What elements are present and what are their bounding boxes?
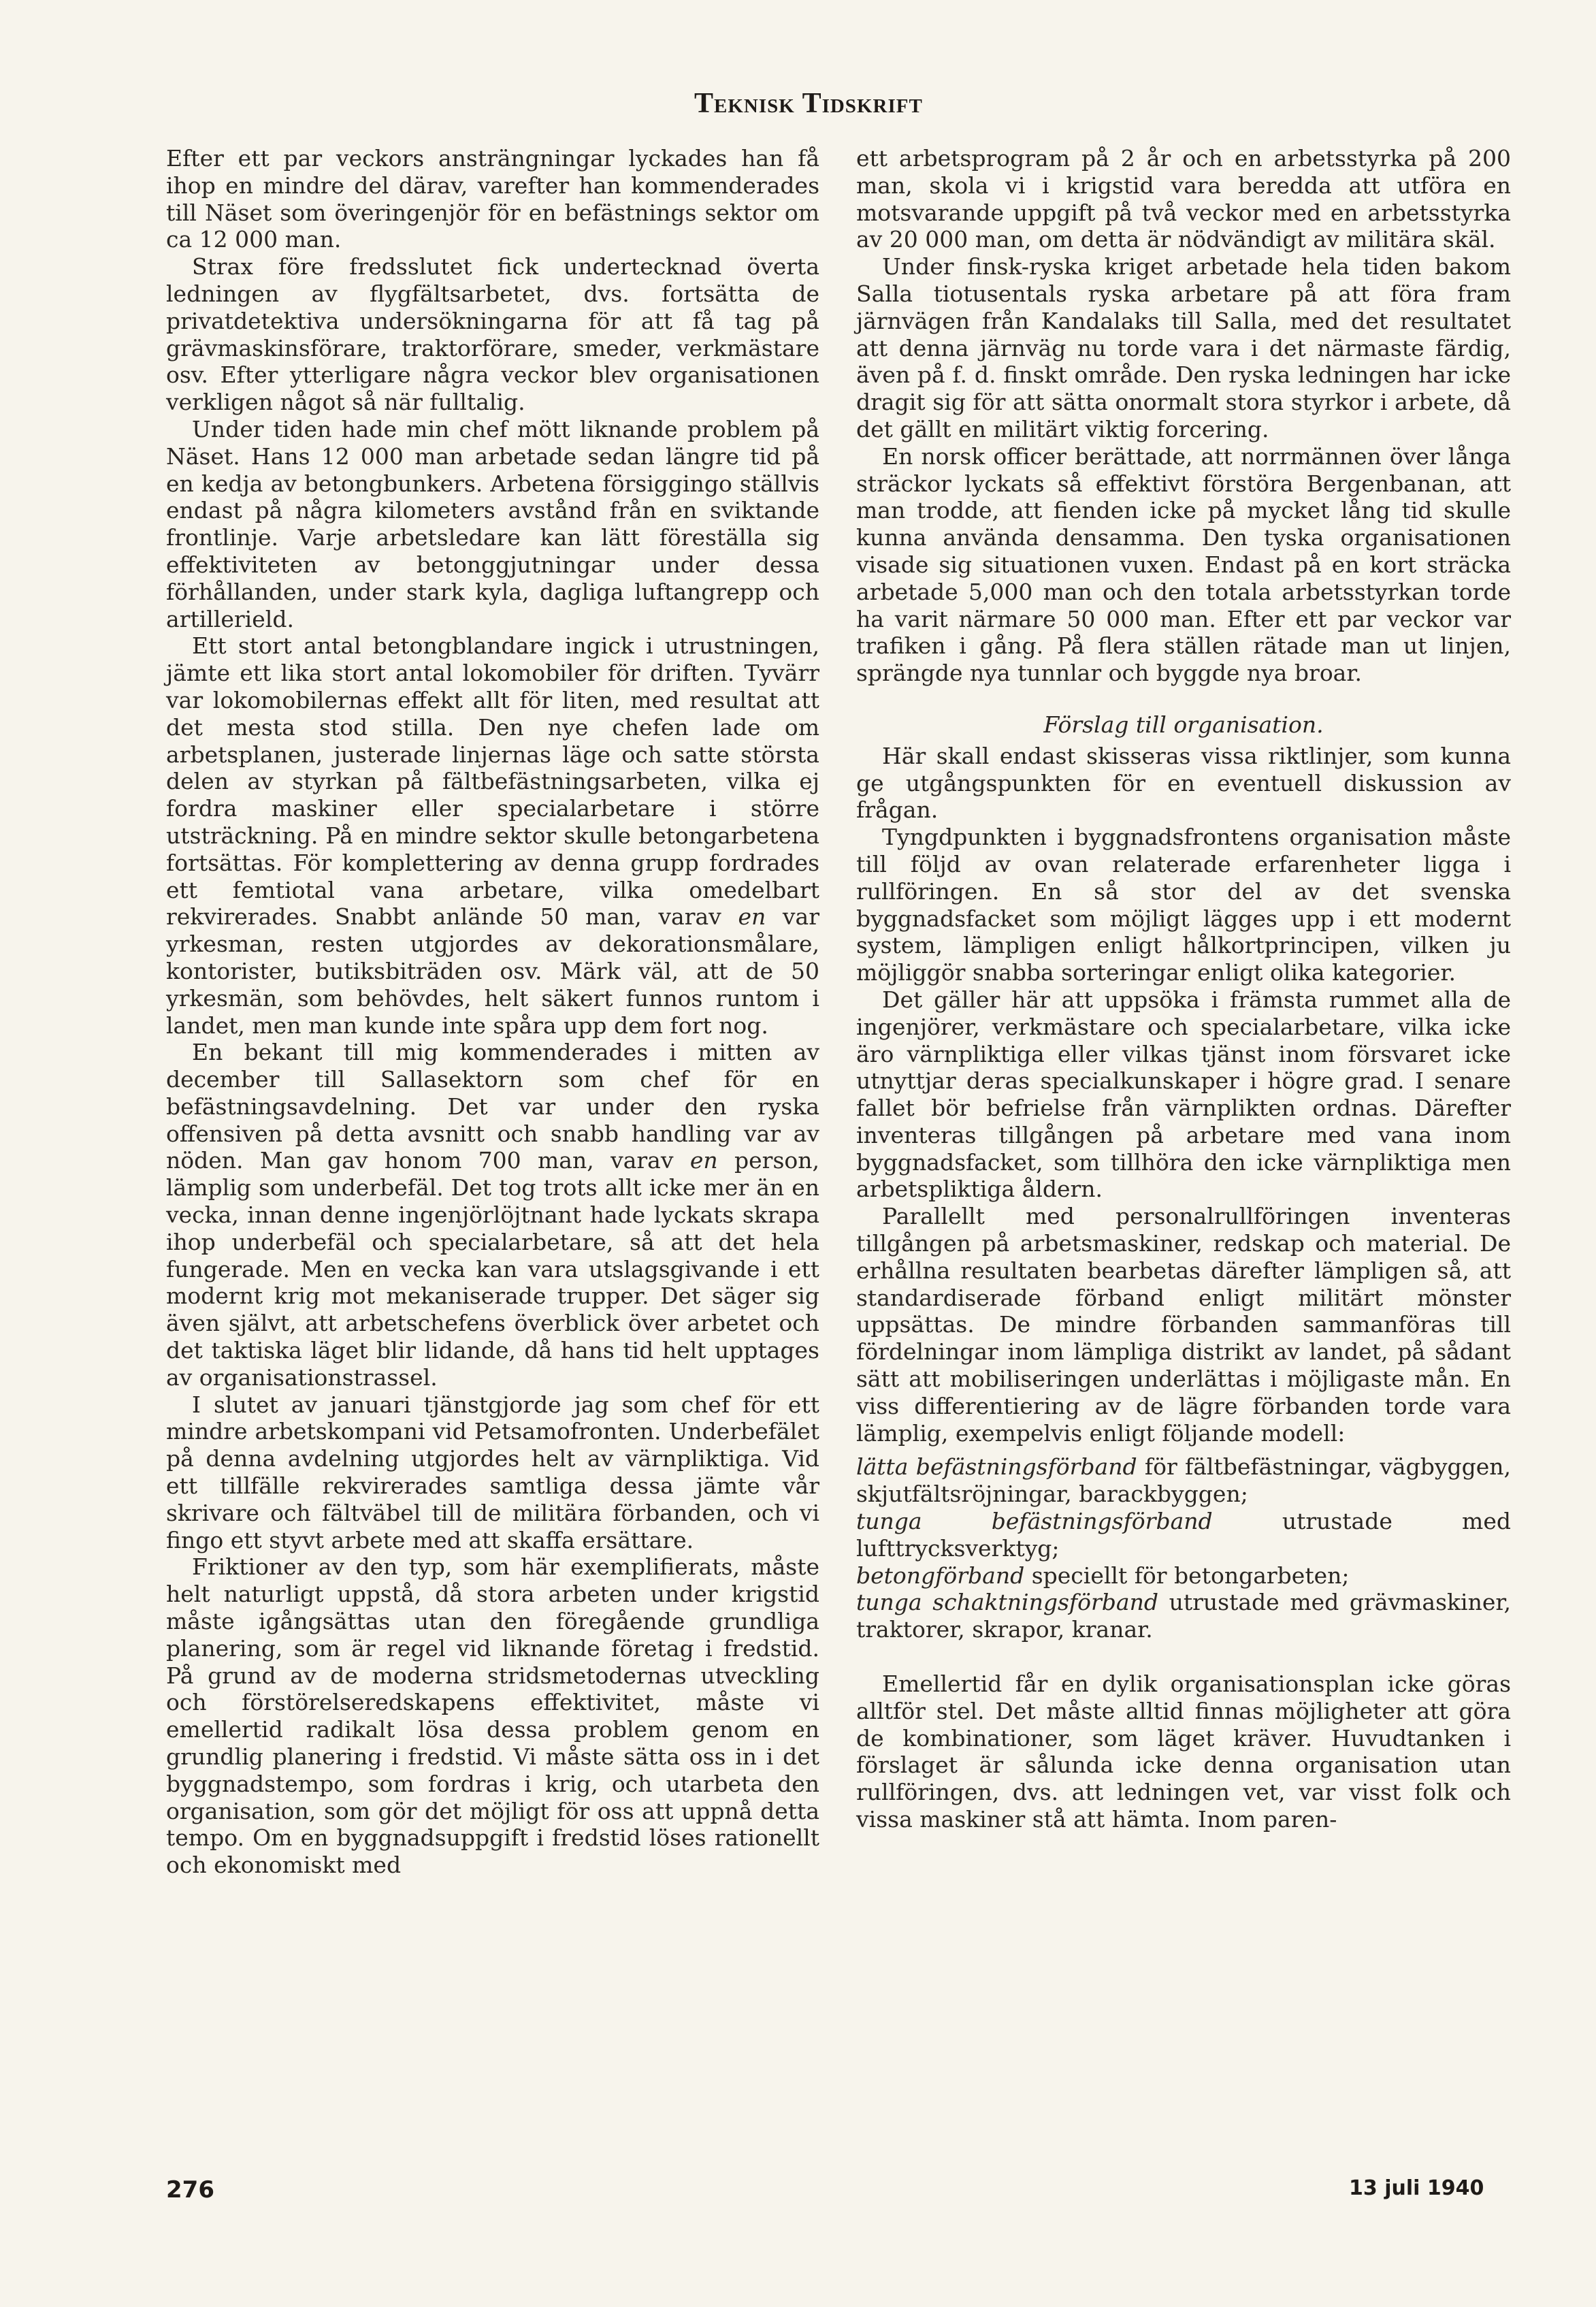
emphasis: en	[689, 1147, 718, 1174]
model-item	[856, 1453, 1511, 1508]
page-number: 276	[166, 2176, 214, 2204]
issue-date: 13 juli 1940	[1349, 2176, 1484, 2200]
text-run: En bekant till mig kommenderades i mitten av december till Sallasektorn som chef för en befästningsavdelning. Det var under den ryska offensiven på detta avsnitt och snabb handling var av nöden. Man gav honom 700 man, varav	[166, 1039, 819, 1174]
model-item	[856, 1508, 1511, 1562]
left-column	[166, 145, 819, 1879]
right-column	[856, 145, 1511, 1833]
section-heading: Förslag till organisation.	[1043, 711, 1324, 738]
text-run: Ett stort antal betongblandare ingick i utrustningen, jämte ett lika stort antal lokomobiler för driften. Tyvärr var lokomobilernas effekt allt för liten, med resultat att det mesta stod stilla. Den nye chefen lade om arbetsplanen, justerade linjernas läge och satte största delen av styrkan på fältbefästningsarbeten, vilka ej fordra maskiner eller specialarbetare i större utsträckning. På en mindre sektor skulle betongarbetena fortsättas. För komplettering av denna grupp fordrades ett femtiotal vana arbetare, vilka omedelbart rekvirerades. Snabbt anlände 50 man, varav	[166, 632, 819, 931]
paragraph: Emellertid får en dylik organisationsplan icke göras alltför stel. Det måste alltid finnas möjligheter att göra de kombinationer, som läget kräver. Huvudtanken i förslaget är sålunda icke denna organisation utan rullföringen, dvs. att ledningen vet, var visst folk och vissa maskiner stå att hämta. Inom paren-	[856, 1671, 1511, 1833]
paragraph: Under tiden hade min chef mött liknande problem på Näset. Hans 12 000 man arbetade sedan längre tid på en kedja av betongbunkers. Arbetena försiggingo ställvis endast på några kilometers avstånd från en sviktande frontlinje. Varje arbetsledare kan lätt föreställa sig effektiviteten av betonggjutningar under dessa förhållanden, under stark kyla, dagliga luftangrepp och artillerield.	[166, 415, 819, 632]
emphasis: en	[738, 903, 766, 931]
paragraph: I slutet av januari tjänstgjorde jag som chef för ett mindre arbetskompani vid Petsamofronten. Underbefälet på denna avdelning utgjordes helt av värnpliktiga. Vid ett tillfälle rekvirerades samtliga dessa jämte vår skrivare och fältväbel till de militära förbanden, och vi fingo ett styvt arbete med att skaffa ersättare.	[166, 1391, 819, 1553]
text-run: person, lämplig som underbefäl. Det tog trots allt icke mer än en vecka, innan denne ingenjörlöjtnant hade lyckats skrapa ihop underbefäl och specialarbetare, så att det hela fungerade. Men en vecka kan vara utslagsgivande i ett modernt krig mot mekaniserade trupper. Det säger sig även självt, att arbetschefens överblick över arbetet och det taktiska läget blir lidande, då hans tid helt upptages av organisationstrassel.	[166, 1147, 819, 1391]
paragraph: Under finsk-ryska kriget arbetade hela tiden bakom Salla tiotusentals ryska arbetare på att föra fram järnvägen från Kandalaks till Salla, med det resultatet att denna järnväg nu torde vara i det närmaste färdig, även på f. d. finskt område. Den ryska ledningen har icke dragit sig för att sätta onormalt stora styrkor i arbete, då det gällt en militärt viktig forcering.	[856, 253, 1511, 442]
paragraph	[166, 1039, 819, 1391]
paragraph: Parallellt med personalrullföringen inventeras tillgången på arbetsmaskiner, redskap och material. De erhållna resultaten bearbetas därefter lämpligen så, att standardiserade förband enligt militärt mönster uppsättas. De mindre förbanden sammanföras till fördelningar inom lämpliga distrikt av landet, på sådant sätt att mobiliseringen underlättas i möjligaste mån. En viss differentiering av de lägre förbanden torde vara lämplig, exempelvis enligt följande modell:	[856, 1203, 1511, 1447]
paragraph	[166, 632, 819, 1039]
model-text: utrustade med lufttrycksverktyg;	[856, 1508, 1511, 1562]
paragraph: ett arbetsprogram på 2 år och en arbetsstyrka på 200 man, skola vi i krigstid vara beredda att utföra en motsvarande uppgift på två veckor med en arbetsstyrka av 20 000 man, om detta är nödvändigt av militära skäl.	[856, 145, 1511, 253]
paragraph: Det gäller här att uppsöka i främsta rummet alla de ingenjörer, verkmästare och specialarbetare, vilka icke äro värnpliktiga eller vilkas tjänst inom försvaret icke utnyttjar deras specialkunskaper i högre grad. I senare fallet bör befrielse från värnplikten ordnas. Därefter inventeras tillgången på arbetare med vana inom byggnadsfacket, som tillhöra den icke värnpliktiga men arbetspliktiga åldern.	[856, 986, 1511, 1203]
model-term: tunga befästningsförband	[856, 1508, 1213, 1535]
journal-masthead: Teknisk Tidskrift	[694, 88, 923, 119]
model-item	[856, 1589, 1511, 1643]
model-text: utrustade med grävmaskiner, traktorer, skrapor, kranar.	[856, 1589, 1511, 1643]
model-list	[856, 1453, 1511, 1643]
model-term: betongförband	[856, 1562, 1025, 1589]
paragraph: Friktioner av den typ, som här exemplifierats, måste helt naturligt uppstå, då stora arbeten under krigstid måste igångsättas utan den föregående grundliga planering, som är regel vid liknande företag i fredstid. På grund av de moderna stridsmetodernas utveckling och förstörelseredskapens effektivitet, måste vi emellertid radikalt lösa dessa problem genom en grundlig planering i fredstid. Vi måste sätta oss in i det byggnadstempo, som fordras i krig, och utarbeta den organisation, som gör det möjligt för oss att uppnå detta tempo. Om en byggnadsuppgift i fredstid löses rationellt och ekonomiskt med	[166, 1553, 819, 1879]
paragraph: En norsk officer berättade, att norrmännen över långa sträckor lyckats så effektivt förstöra Bergenbanan, att man trodde, att fienden icke på mycket lång tid skulle kunna använda densamma. Den tyska organisationen visade sig situationen vuxen. Endast på en kort sträcka arbetade 5,000 man och den totala arbetsstyrkan torde ha varit närmare 50 000 man. Efter ett par veckor var trafiken i gång. På flera ställen rätade man ut linjen, sprängde nya tunnlar och byggde nya broar.	[856, 442, 1511, 687]
model-term: lätta befästningsförband	[856, 1453, 1137, 1481]
model-text: för fältbefästningar, vägbyggen, skjutfältsröjningar, barackbyggen;	[856, 1453, 1511, 1508]
text-run: var yrkesman, resten utgjordes av dekorationsmålare, kontorister, butiksbiträden osv. Märk väl, att de 50 yrkesmän, som behövdes, helt säkert funnos runtom i landet, men man kunde inte spåra upp dem fort nog.	[166, 903, 819, 1039]
paragraph: Efter ett par veckors ansträngningar lyckades han få ihop en mindre del därav, varefter han kommenderades till Näset som överingenjör för en befästnings sektor om ca 12 000 man.	[166, 145, 819, 253]
model-item	[856, 1562, 1511, 1590]
paragraph: Strax före fredsslutet fick undertecknad överta ledningen av flygfältsarbetet, dvs. fortsätta de privatdetektiva undersökningarna för att få tag på grävmaskinsförare, traktorförare, smeder, verkmästare osv. Efter ytterligare några veckor blev organisationen verkligen något så när fulltalig.	[166, 253, 819, 416]
paragraph: Tyngdpunkten i byggnadsfrontens organisation måste till följd av ovan relaterade erfarenheter ligga i rullföringen. En så stor del av det svenska byggnadsfacket som möjligt lägges upp i ett modernt system, lämpligen enligt hålkortprincipen, vilken ju möjliggör snabba sorteringar enligt olika kategorier.	[856, 824, 1511, 986]
model-text: speciellt för betongarbeten;	[1024, 1562, 1350, 1589]
model-term: tunga schaktningsförband	[856, 1589, 1158, 1616]
paragraph: Här skall endast skisseras vissa riktlinjer, som kunna ge utgångspunkten för en eventuell diskussion av frågan.	[856, 742, 1511, 824]
